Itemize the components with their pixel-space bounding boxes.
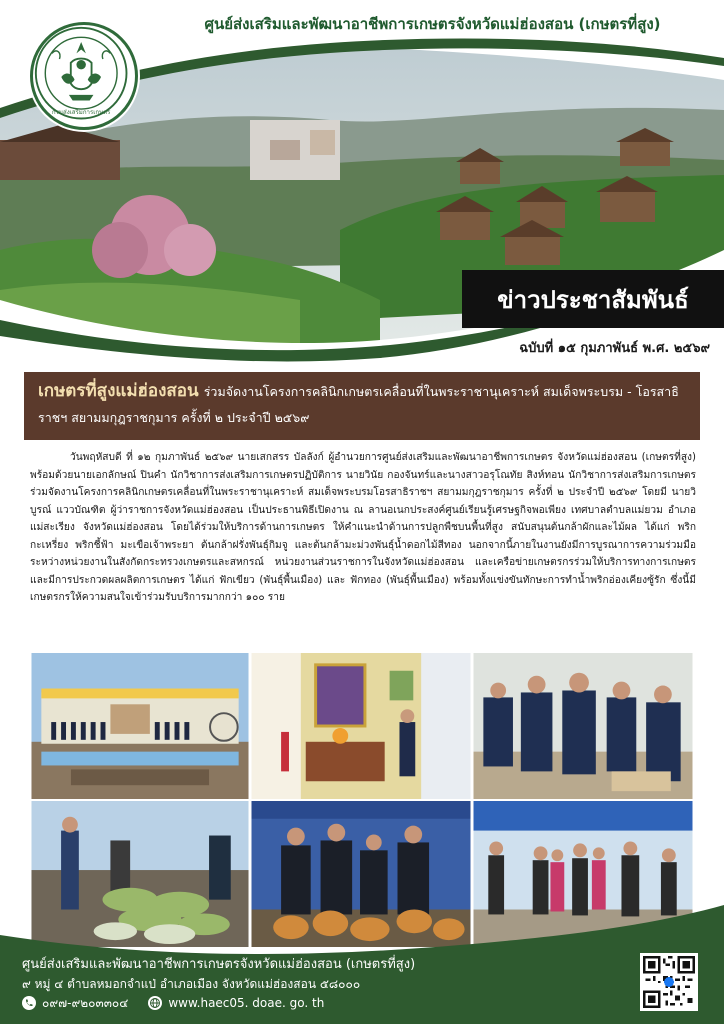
qr-code-icon <box>643 956 695 1008</box>
qr-code[interactable] <box>640 953 698 1011</box>
phone-contact <box>22 994 128 1012</box>
body-paragraph: วันพฤหัสบดี ที่ ๑๒ กุมภาพันธ์ ๒๕๖๙ นายเสกสรร บัลลังก์ ผู้อำนวยการศูนย์ส่งเสริมและพัฒนาอาชีพการเกษตร จังหวัดแม่ฮ่องสอน (เกษตรที่สูง) พร้อมด้วยนายเอกลักษณ์ ปินคำ นักวิชาการส่งเสริมการเกษตรปฏิบัติการ นายวินัย กองจันทร์และนางสาวอรุโณทัย สิงห์ทอน นักวิชาการส่งเสริมการเกษตร ร่วมจัดงานโครงการคลินิกเกษตรเคลื่อนที่ในพระราชานุเคราะห์ สมเด็จพระบรมโอรสาธิราชฯ สยามมกุฎราชกุมาร ครั้งที่ ๒ ประจำปี ๒๕๖๙ โดยมี นายวิบูรณ์ แววบัณฑิต ผู้ว่าราชการจังหวัดแม่ฮ่องสอน เป็นประธานพิธีเปิดงาน ณ ลานอเนกประสงค์ศูนย์เรียนรู้เศรษฐกิจพอเพียง เทศบาลตำบลแม่ยวม อำเภอแม่สะเรียง จังหวัดแม่ฮ่องสอน โดยได้ร่วมให้บริการด้านการเกษตร ให้คำแนะนำด้านการปลูกพืชบนพื้นที่สูง สนับสนุนต้นกล้าผักและไม้ผล ได้แก่ พริกกะเหรี่ยง พริกชี้ฟ้า มะเขือเจ้าพระยา ต้นกล้าฝรั่งพันธุ์กิมจู และต้นกล้ามะม่วงพันธุ์น้ำดอกไม้สีทอง นอกจากนี้ภายในงานยังมีการบูรณาการความร่วมมือระหว่างหน่วยงานในสังกัดกระทรวงเกษตรและสหกรณ์ หน่วยงานส่วนราชการในจังหวัดแม่ฮ่องสอน และเครือข่ายเกษตรกรร่วมให้บริการทางการเกษตร และมีการประกวดผลผลิตการเกษตร ได้แก่ ฟักเขียว (พันธุ์พื้นเมือง) และ ฟักทอง (พันธุ์พื้นเมือง) พร้อมทั้งแข่งขันทักษะการทำน้ำพริกอ่องเคียงซู้รัก ซึ่งนี้มีเกษตรกรให้ความสนใจเข้าร่วมรับบริการมากกว่า ๑๐๐ ราย <box>30 452 696 604</box>
photo-opening-ceremony <box>30 652 250 800</box>
footer-phone: ๐๙๗-๙๒๐๓๓๐๔ <box>42 995 129 1010</box>
doae-logo <box>30 22 138 130</box>
photo-portrait-stage <box>250 652 472 800</box>
logo-text: กรมส่งเสริมการเกษตร <box>51 108 111 116</box>
photo-collage <box>30 652 694 948</box>
press-release-badge: ข่าวประชาสัมพันธ์ <box>462 270 724 328</box>
photo-officials-seated <box>472 652 694 800</box>
headline-rest: ร่วมจัดงานโครงการคลินิกเกษตรเคลื่อนที่ในพระราชานุเคราะห์ สมเด็จพระบรม - โอรสาธิราชฯ สยามมกุฎราชกุมาร ครั้งที่ ๒ ประจำปี ๒๕๖๙ <box>38 384 679 425</box>
footer-contact <box>22 994 415 1012</box>
headline-lead: เกษตรที่สูงแม่ฮ่องสอน <box>38 381 199 401</box>
footer-website: www.haec05. doae. go. th <box>168 995 325 1010</box>
globe-icon <box>148 996 162 1010</box>
website-link[interactable] <box>148 994 324 1012</box>
footer-info <box>22 955 415 1012</box>
header-title: ศูนย์ส่งเสริมและพัฒนาอาชีพการเกษตรจังหวัดแม่ฮ่องสอน (เกษตรที่สูง) <box>204 15 661 33</box>
doae-emblem-icon <box>33 25 135 127</box>
phone-icon <box>22 996 36 1010</box>
footer-address: ๙ หมู่ ๔ ตำบลหมอกจำแป่ อำเภอเมือง จังหวัดแม่ฮ่องสอน ๕๘๐๐๐ <box>22 976 361 991</box>
footer-org: ศูนย์ส่งเสริมและพัฒนาอาชีพการเกษตรจังหวัดแม่ฮ่องสอน (เกษตรที่สูง) <box>22 957 416 972</box>
headline-box <box>24 372 700 440</box>
issue-label: ฉบับที่ ๑๕ กุมภาพันธ์ พ.ศ. ๒๕๖๙ <box>519 341 710 356</box>
